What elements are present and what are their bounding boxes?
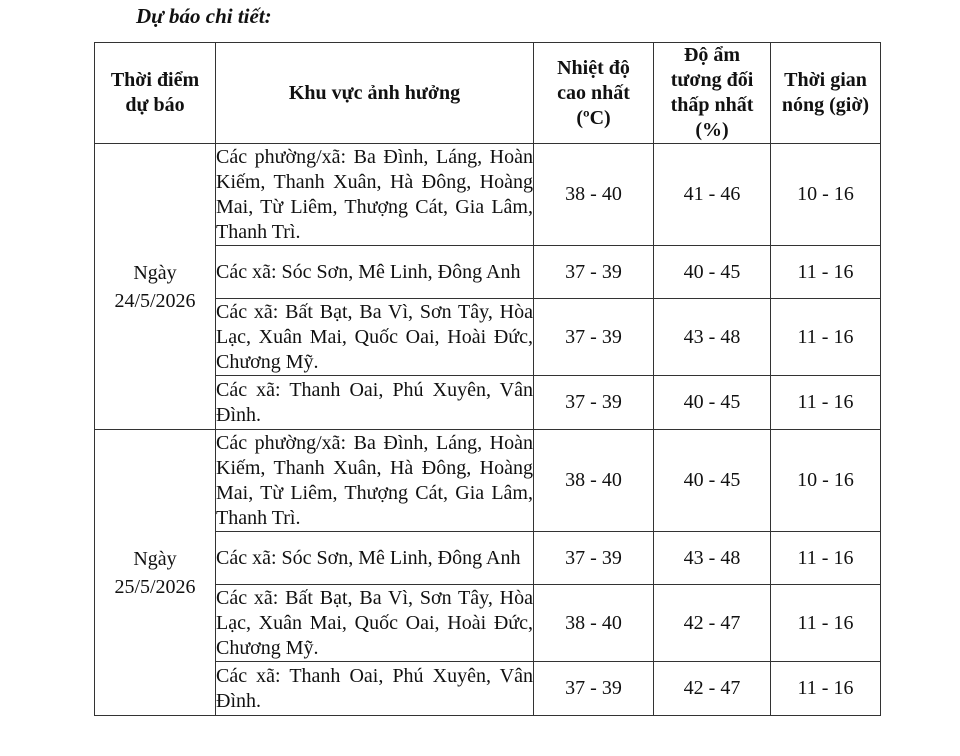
forecast-date-cell (95, 144, 216, 430)
temp-cell: 38 - 40 (534, 144, 654, 246)
humidity-cell: 42 - 47 (654, 585, 771, 662)
date-word: Ngày (133, 547, 177, 570)
date-value: 24/5/2026 (114, 289, 196, 312)
col-header-area: Khu vực ảnh hưởng (216, 43, 534, 144)
hours-cell: 10 - 16 (771, 430, 881, 532)
hours-cell: 11 - 16 (771, 662, 881, 716)
humidity-cell: 40 - 45 (654, 430, 771, 532)
col-header-hours (771, 43, 881, 144)
col-header-hours-line: nóng (giờ) (781, 94, 870, 116)
col-header-humidity-line: Độ ẩm (683, 44, 741, 66)
temp-cell: 37 - 39 (534, 532, 654, 585)
col-header-time (95, 43, 216, 144)
col-header-temp-line: Nhiệt độ (557, 56, 630, 79)
temp-cell: 37 - 39 (534, 376, 654, 430)
section-heading: Dự báo chi tiết: (136, 4, 272, 28)
temp-cell: 37 - 39 (534, 299, 654, 376)
area-cell: Các phường/xã: Ba Đình, Láng, Hoàn Kiếm, Thanh Xuân, Hà Đông, Hoàng Mai, Từ Liêm, Thượng Cát, Gia Lâm, Thanh Trì. (216, 430, 534, 532)
col-header-time-line: dự báo (125, 94, 185, 116)
col-header-hours-line: Thời gian (784, 69, 867, 91)
hours-cell: 11 - 16 (771, 376, 881, 430)
area-cell: Các xã: Bất Bạt, Ba Vì, Sơn Tây, Hòa Lạc, Xuân Mai, Quốc Oai, Hoài Đức, Chương Mỹ. (216, 299, 534, 376)
area-cell: Các xã: Thanh Oai, Phú Xuyên, Vân Đình. (216, 662, 534, 716)
area-cell: Các xã: Bất Bạt, Ba Vì, Sơn Tây, Hòa Lạc, Xuân Mai, Quốc Oai, Hoài Đức, Chương Mỹ. (216, 585, 534, 662)
header-row (95, 43, 881, 144)
col-header-time-line: Thời điểm (110, 69, 200, 91)
temp-cell: 37 - 39 (534, 662, 654, 716)
area-cell: Các xã: Sóc Sơn, Mê Linh, Đông Anh (216, 246, 534, 299)
hours-cell: 11 - 16 (771, 246, 881, 299)
hours-cell: 10 - 16 (771, 144, 881, 246)
humidity-cell: 42 - 47 (654, 662, 771, 716)
col-header-humidity (654, 43, 771, 144)
date-value: 25/5/2026 (114, 575, 196, 598)
hours-cell: 11 - 16 (771, 532, 881, 585)
area-cell: Các xã: Thanh Oai, Phú Xuyên, Vân Đình. (216, 376, 534, 430)
humidity-cell: 43 - 48 (654, 532, 771, 585)
humidity-cell: 43 - 48 (654, 299, 771, 376)
forecast-date-cell (95, 430, 216, 716)
table-row (95, 144, 881, 246)
humidity-cell: 40 - 45 (654, 246, 771, 299)
humidity-cell: 41 - 46 (654, 144, 771, 246)
area-cell: Các phường/xã: Ba Đình, Láng, Hoàn Kiếm, Thanh Xuân, Hà Đông, Hoàng Mai, Từ Liêm, Thượng Cát, Gia Lâm, Thanh Trì. (216, 144, 534, 246)
table-row (95, 430, 881, 532)
col-header-temp-line: cao nhất (557, 81, 630, 104)
humidity-cell: 40 - 45 (654, 376, 771, 430)
col-header-humidity-line: thấp nhất (670, 94, 754, 116)
hours-cell: 11 - 16 (771, 299, 881, 376)
temp-cell: 38 - 40 (534, 430, 654, 532)
area-cell: Các xã: Sóc Sơn, Mê Linh, Đông Anh (216, 532, 534, 585)
temp-cell: 38 - 40 (534, 585, 654, 662)
hours-cell: 11 - 16 (771, 585, 881, 662)
forecast-table (94, 42, 881, 716)
col-header-temp-line: (ºC) (576, 106, 611, 129)
col-header-humidity-line: (%) (695, 119, 729, 141)
col-header-humidity-line: tương đối (670, 69, 754, 91)
col-header-temp (534, 43, 654, 144)
temp-cell: 37 - 39 (534, 246, 654, 299)
date-word: Ngày (133, 261, 177, 284)
